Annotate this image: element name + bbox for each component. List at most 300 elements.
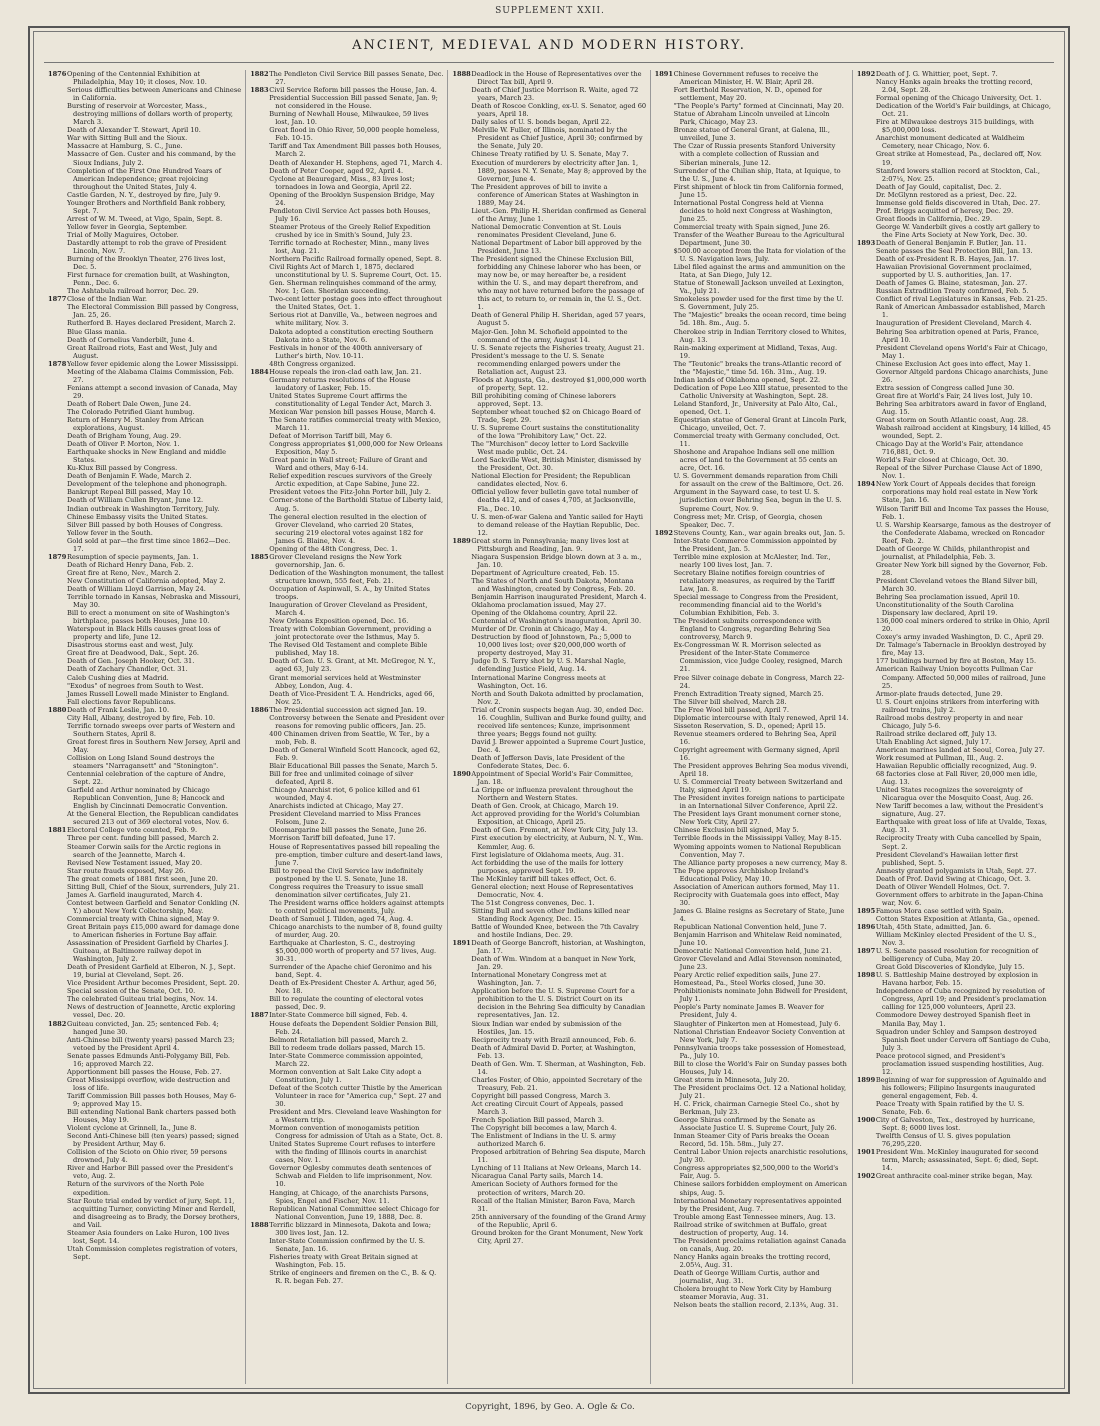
entry-text: Blair Educational Bill passes the Senate, March 5. bbox=[269, 762, 438, 771]
history-entry bbox=[48, 577, 242, 585]
entry-text: Fisheries treaty with Great Britain signed at Washington, Feb. 15. bbox=[269, 1252, 418, 1269]
history-entry bbox=[250, 1084, 444, 1108]
history-entry bbox=[655, 762, 849, 778]
entry-year bbox=[452, 102, 471, 118]
history-entry bbox=[250, 110, 444, 126]
entry-year: 1877 bbox=[48, 295, 67, 304]
entry-text: Death of Prof. David Swing at Chicago, Oct. 3. bbox=[875, 874, 1031, 883]
entry-year bbox=[250, 867, 269, 883]
history-entry bbox=[48, 569, 242, 577]
entry-text: Cherokee strip in Indian Territory closed to Whites, Aug. 13. bbox=[673, 327, 847, 344]
entry-year bbox=[48, 609, 67, 625]
entry-text: The Czar of Russia presents Stanford University with a complete collection of Russian and Siberian minerals, June 12. bbox=[673, 142, 836, 167]
history-entry bbox=[250, 786, 444, 802]
history-entry bbox=[655, 223, 849, 231]
entry-year bbox=[250, 1052, 269, 1068]
entry-year bbox=[655, 1148, 674, 1164]
entry-year bbox=[655, 843, 674, 859]
entry-year bbox=[857, 279, 876, 287]
entry-text: Utah, 45th State, admitted, Jan. 6. bbox=[875, 922, 992, 931]
entry-year bbox=[857, 593, 876, 601]
history-entry bbox=[857, 690, 1051, 698]
entry-text: Famous Mora case settled with Spain. bbox=[875, 906, 1004, 915]
history-entry bbox=[48, 995, 242, 1003]
entry-year bbox=[452, 810, 471, 826]
history-entry bbox=[452, 1132, 646, 1148]
entry-year bbox=[655, 1076, 674, 1084]
entry-year bbox=[250, 939, 269, 963]
history-entry bbox=[48, 706, 242, 714]
entry-year bbox=[452, 987, 471, 1019]
entry-text: Dakota adopted a constitution erecting Southern Dakota into a State, Nov. 6. bbox=[269, 327, 434, 344]
supplement-label: SUPPLEMENT XXII. bbox=[495, 6, 605, 16]
entry-year bbox=[452, 601, 471, 609]
entry-text: Northern Pacific Railroad formally opened, Sept. 8. bbox=[269, 255, 442, 264]
history-entry bbox=[655, 569, 849, 593]
history-entry bbox=[250, 706, 444, 714]
entry-year bbox=[655, 537, 674, 553]
history-entry bbox=[655, 1164, 849, 1180]
history-entry bbox=[857, 907, 1051, 915]
history-entry bbox=[48, 1164, 242, 1180]
entry-year bbox=[655, 979, 674, 987]
entry-text: Shoshone and Arapahoe Indians sell one million acres of land to the Government at 55 cents an acre, Oct. 16. bbox=[673, 448, 838, 473]
history-entry bbox=[452, 1020, 646, 1036]
entry-text: Chinese Government refuses to receive the American Minister, H. W. Blair, April 28. bbox=[673, 70, 819, 87]
history-entry bbox=[655, 826, 849, 834]
entry-year bbox=[655, 1221, 674, 1237]
entry-text: American Society of Authors formed for the protection of writers, March 20. bbox=[471, 1180, 618, 1197]
entry-text: New Tariff becomes a law, without the President's signature, Aug. 27. bbox=[875, 802, 1044, 819]
entry-text: Statue of Stonewall Jackson unveiled at Lexington, Va., July 21. bbox=[673, 279, 845, 296]
entry-text: Chicago anarchists to the number of 8, found guilty of murder, Aug. 20. bbox=[269, 922, 443, 940]
entry-text: Completion of the First One Hundred Years of American Independence; great rejoicing throughout the United States, July 4. bbox=[67, 166, 222, 191]
history-entry bbox=[857, 368, 1051, 384]
entry-year bbox=[452, 875, 471, 883]
entry-year bbox=[48, 1229, 67, 1245]
entry-year bbox=[857, 545, 876, 561]
entry-text: Independence of Cuba recognized by resolution of Congress, April 19; and President's proclamation calling for 125,000 volunteers, April 23. bbox=[875, 987, 1047, 1012]
history-entry bbox=[655, 384, 849, 400]
history-entry bbox=[655, 593, 849, 617]
history-entry bbox=[48, 698, 242, 706]
entry-year bbox=[857, 134, 876, 150]
entry-year bbox=[250, 159, 269, 167]
entry-year bbox=[857, 191, 876, 199]
entry-text: H. C. Frick, chairman Carnegie Steel Co., shot by Berkman, July 23. bbox=[673, 1100, 840, 1117]
history-entry bbox=[48, 191, 242, 199]
history-entry bbox=[452, 328, 646, 344]
entry-text: Trial of Cronin suspects began Aug. 30, ended Dec. 16. Coughlin, Sullivan and Burke found guilty, and received life sentences; Kunze, imprisonment three years; Beggs found not guilty. bbox=[471, 705, 647, 738]
entry-year bbox=[48, 440, 67, 448]
entry-text: Anarchist monument dedicated at Waldheim Cemetery, near Chicago, Nov. 6. bbox=[875, 134, 1025, 151]
entry-year bbox=[857, 1011, 876, 1027]
entry-text: Amnesty granted polygamists in Utah, Sept. 27. bbox=[875, 866, 1037, 875]
entry-year bbox=[452, 456, 471, 472]
history-entry bbox=[452, 118, 646, 126]
entry-text: Opening of the Centennial Exhibition at Philadelphia, May 10; it closes, Nov. 10. bbox=[67, 70, 207, 87]
entry-text: Russian Extradition Treaty confirmed, Feb. 5. bbox=[875, 287, 1029, 296]
entry-text: Mormon convention at Salt Lake City adopt a Constitution, July 1. bbox=[269, 1067, 422, 1084]
entry-text: House defeats the Dependent Soldier Pension Bill, Feb. 24. bbox=[269, 1019, 439, 1036]
entry-year bbox=[857, 633, 876, 641]
entry-text: Act creating Circuit Court of Appeals, passed March 3. bbox=[471, 1100, 624, 1117]
entry-year bbox=[48, 786, 67, 810]
history-entry bbox=[857, 770, 1051, 786]
entry-text: International Postal Congress held at Vienna decides to hold next Congress at Washington, June 25. bbox=[673, 198, 833, 223]
entry-year: 1894 bbox=[856, 480, 876, 489]
entry-text: Vice President Arthur becomes President, Sept. 20. bbox=[67, 979, 240, 988]
entry-text: 177 buildings burned by fire at Boston, May 15. bbox=[875, 657, 1037, 666]
history-entry bbox=[857, 102, 1051, 118]
entry-text: Earthquake at Charleston, S. C., destroying $5,000,000 worth of property and 57 lives, Aug. 30-31. bbox=[269, 939, 437, 964]
entry-year: 1883 bbox=[250, 86, 269, 95]
entry-year bbox=[452, 625, 471, 633]
history-entry bbox=[655, 891, 849, 907]
history-entry bbox=[857, 593, 1051, 601]
history-entry bbox=[250, 70, 444, 86]
entry-text: Inter-State Commission confirmed by the U. S. Senate, Jan. 16. bbox=[269, 1236, 425, 1253]
entry-year bbox=[452, 440, 471, 456]
entry-year bbox=[857, 424, 876, 440]
history-entry bbox=[452, 1197, 646, 1213]
history-entry bbox=[48, 738, 242, 754]
entry-year bbox=[452, 1180, 471, 1196]
entry-year: 1896 bbox=[856, 922, 876, 931]
entry-year bbox=[48, 987, 67, 995]
entry-text: President Cleveland's Hawaiian letter first published, Sept. 5. bbox=[875, 850, 1019, 867]
history-entry bbox=[48, 665, 242, 673]
history-entry bbox=[857, 167, 1051, 183]
entry-year bbox=[48, 738, 67, 754]
entry-text: Nelson beats the stallion record, 2.13¾, Aug. 31. bbox=[673, 1301, 839, 1310]
history-entry bbox=[655, 376, 849, 384]
history-entry bbox=[48, 336, 242, 344]
history-entry bbox=[250, 175, 444, 191]
history-entry bbox=[250, 86, 444, 94]
history-entry bbox=[452, 899, 646, 907]
history-entry bbox=[655, 231, 849, 247]
history-entry bbox=[655, 859, 849, 867]
entry-year: 1892 bbox=[856, 70, 876, 78]
entry-text: Dedication of the World's Fair buildings, at Chicago, Oct. 21. bbox=[875, 102, 1051, 119]
entry-text: Great Mississippi overflow, wide destruction and loss of life. bbox=[67, 1075, 231, 1092]
entry-year bbox=[655, 400, 674, 416]
entry-text: President Cleveland opens World's Fair at Chicago, May 1. bbox=[875, 343, 1048, 360]
entry-text: Secretary Blaine notifies foreign countries of retaliatory measures, as required by the Tariff Law, Jan. 8. bbox=[673, 568, 835, 593]
entry-year bbox=[655, 110, 674, 126]
entry-text: Congress appropriates $1,000,000 for New Orleans Exposition, May 5. bbox=[269, 440, 443, 457]
history-entry bbox=[250, 191, 444, 207]
entry-text: Act approved providing for the World's Columbian Exposition, at Chicago, April 25. bbox=[471, 810, 640, 827]
entry-year bbox=[857, 883, 876, 891]
history-entry bbox=[250, 601, 444, 617]
history-entry bbox=[48, 416, 242, 432]
entry-year bbox=[857, 665, 876, 689]
entry-text: Surrender of the Apache chief Geronimo and his band, Sept. 4. bbox=[269, 963, 432, 980]
entry-year bbox=[452, 1092, 471, 1100]
entry-text: Lieut.-Gen. Philip H. Sheridan confirmed as General of the Army, June 1. bbox=[471, 206, 647, 223]
entry-text: American Railway Union boycotts Pullman Car Company. Affected 50,000 miles of railroad, June 25. bbox=[875, 665, 1046, 690]
entry-year bbox=[857, 344, 876, 360]
entry-text: Death of Alexander T. Stewart, April 10. bbox=[67, 126, 201, 135]
entry-text: French Spoliation Bill passed, March 3. bbox=[471, 1116, 604, 1125]
entry-year bbox=[655, 1285, 674, 1301]
history-entry bbox=[655, 537, 849, 553]
entry-year: 1901 bbox=[856, 1148, 876, 1157]
history-entry bbox=[48, 609, 242, 625]
entry-text: National Christian Endeavor Society Convention at New York, July 7. bbox=[673, 1027, 845, 1044]
history-entry bbox=[655, 102, 849, 110]
entry-text: U. S. Senate passed resolution for recognition of belligerency of Cuba, May 20. bbox=[875, 947, 1039, 964]
history-entry bbox=[48, 521, 242, 529]
entry-text: Coxey's army invaded Washington, D. C., April 29. bbox=[875, 633, 1044, 642]
entry-text: Bill to close the World's Fair on Sunday passes both Houses, July 14. bbox=[673, 1059, 847, 1076]
entry-text: Death of Gen. U. S. Grant, at Mt. McGregor, N. Y., aged 63, July 23. bbox=[269, 657, 436, 674]
entry-year bbox=[250, 963, 269, 979]
history-entry bbox=[250, 545, 444, 553]
entry-text: Death of General Philip H. Sheridan, aged 57 years, August 5. bbox=[471, 311, 646, 328]
history-entry bbox=[48, 448, 242, 464]
entry-year bbox=[655, 730, 674, 746]
history-entry bbox=[857, 834, 1051, 850]
entry-year bbox=[857, 167, 876, 183]
entry-year: 1892 bbox=[654, 528, 673, 537]
history-entry bbox=[857, 360, 1051, 368]
history-entry bbox=[655, 746, 849, 762]
entry-text: Commodore Dewey destroyed Spanish fleet in Manila Bay, May 1. bbox=[875, 1011, 1031, 1028]
history-entry bbox=[250, 657, 444, 673]
entry-text: Inter-State Commerce bill signed, Feb. 4. bbox=[269, 1011, 408, 1020]
entry-text: James G. Blaine resigns as Secretary of State, June 4. bbox=[673, 906, 845, 923]
history-entry bbox=[452, 657, 646, 673]
entry-text: Centennial celebration of the capture of Andre, Sept. 22. bbox=[67, 770, 226, 787]
entry-text: Destruction by flood of Johnstown, Pa.; 5,000 to 10,000 lives lost; over $20,000,000 worth of property destroyed, May 31. bbox=[471, 633, 632, 658]
entry-text: Death of Gen. Fremont, at New York City, July 13. bbox=[471, 826, 638, 835]
entry-text: French Extradition Treaty signed, March 25. bbox=[673, 689, 824, 698]
entry-text: Formal opening of the Chicago University, Oct. 1. bbox=[875, 94, 1042, 103]
history-entry bbox=[857, 561, 1051, 577]
history-entry bbox=[452, 609, 646, 617]
entry-text: Squadron under Schley and Sampson destroyed Spanish fleet under Cervera off Santiago de Cuba, July 3. bbox=[875, 1027, 1051, 1052]
entry-text: Sitting Bull, Chief of the Sioux, surrenders, July 21. bbox=[67, 882, 240, 891]
entry-year bbox=[452, 955, 471, 971]
history-entry bbox=[655, 947, 849, 955]
entry-year bbox=[452, 150, 471, 158]
history-entry bbox=[452, 738, 646, 754]
history-entry bbox=[857, 400, 1051, 416]
entry-text: Niagara Suspension Bridge blown down at 3 a. m., Jan. 10. bbox=[471, 552, 642, 569]
entry-text: Ground broken for the Grant Monument, New York City, April 27. bbox=[471, 1228, 643, 1245]
history-entry bbox=[655, 1180, 849, 1196]
entry-text: Death of Cornelius Vanderbilt, June 4. bbox=[67, 335, 195, 344]
history-entry bbox=[452, 601, 646, 609]
entry-year bbox=[48, 215, 67, 223]
entry-year bbox=[48, 344, 67, 360]
entry-year bbox=[250, 617, 269, 625]
entry-year bbox=[48, 770, 67, 786]
history-entry bbox=[48, 891, 242, 899]
entry-text: Chinese Treaty ratified by U. S. Senate, May 7. bbox=[471, 150, 629, 159]
entry-year bbox=[452, 1148, 471, 1164]
entry-year bbox=[250, 1036, 269, 1044]
entry-text: Second Anti-Chinese bill (ten years) passed; signed by President Arthur, May 6. bbox=[67, 1132, 239, 1149]
entry-year bbox=[250, 746, 269, 762]
history-entry bbox=[250, 867, 444, 883]
entry-year bbox=[48, 843, 67, 859]
history-entry bbox=[48, 625, 242, 641]
history-entry bbox=[452, 456, 646, 472]
entry-text: Great flood in Ohio River, 50,000 people homeless, Feb. 10-15. bbox=[269, 126, 440, 143]
history-entry bbox=[655, 1020, 849, 1028]
entry-year bbox=[250, 126, 269, 142]
entry-text: Death of ex-President R. B. Hayes, Jan. 17. bbox=[875, 255, 1019, 264]
entry-text: Act forbidding the use of the mails for lottery purposes, approved Sept. 19. bbox=[471, 858, 624, 875]
entry-text: Fall elections favor Republicans. bbox=[67, 697, 176, 706]
entry-year bbox=[452, 376, 471, 392]
history-entry bbox=[48, 1076, 242, 1092]
entry-text: First execution by electricity, at Auburn, N. Y., Wm. Kemmler, Aug. 6. bbox=[471, 834, 644, 851]
history-entry bbox=[48, 690, 242, 698]
history-entry bbox=[48, 287, 242, 295]
entry-year bbox=[857, 303, 876, 319]
entry-text: The Enlistment of Indians in the U. S. army authorized March 6. bbox=[471, 1132, 616, 1149]
entry-text: New Orleans Exposition opened, Dec. 16. bbox=[269, 617, 409, 626]
history-entry bbox=[48, 529, 242, 537]
entry-year bbox=[452, 488, 471, 512]
entry-text: Floods at Augusta, Ga., destroyed $1,000,000 worth of property, Sept. 12. bbox=[471, 375, 647, 392]
entry-text: Death of Gen. Crook, at Chicago, March 19. bbox=[471, 802, 619, 811]
page-frame bbox=[28, 26, 1070, 1394]
entry-text: Yellow fever epidemic along the Lower Mississippi. bbox=[67, 359, 239, 368]
entry-year bbox=[250, 1205, 269, 1221]
entry-year bbox=[452, 126, 471, 150]
entry-year bbox=[452, 923, 471, 939]
history-entry bbox=[857, 1100, 1051, 1116]
entry-year bbox=[250, 392, 269, 408]
entry-text: The President proclaims Oct. 12 a National holiday, July 21. bbox=[673, 1083, 847, 1100]
entry-year bbox=[857, 78, 876, 94]
entry-year bbox=[452, 899, 471, 907]
entry-year bbox=[250, 255, 269, 263]
entry-year bbox=[452, 311, 471, 327]
entry-text: Violent cyclone at Grinnell, Ia., June 8. bbox=[67, 1124, 197, 1133]
entry-year bbox=[655, 810, 674, 826]
entry-year bbox=[452, 159, 471, 183]
history-entry bbox=[48, 319, 242, 327]
history-entry bbox=[857, 545, 1051, 561]
history-entry bbox=[655, 199, 849, 223]
entry-year bbox=[452, 738, 471, 754]
entry-text: Lord Sackville West, British Minister, dismissed by the President, Oct. 30. bbox=[471, 456, 642, 473]
entry-text: Chicago Anarchist riot, 6 police killed and 61 wounded, May 4. bbox=[269, 786, 421, 803]
history-entry bbox=[857, 424, 1051, 440]
entry-year bbox=[655, 834, 674, 842]
entry-year bbox=[48, 1108, 67, 1124]
entry-text: Collision on Long Island Sound destroys the steamers "Narragansett" and "Stonington". bbox=[67, 753, 219, 771]
history-entry bbox=[655, 730, 849, 746]
entry-text: Death of J. G. Whittier, poet, Sept. 7. bbox=[875, 70, 998, 78]
entry-text: Hawaiian Republic officially recognized, Aug. 9. bbox=[875, 762, 1037, 771]
entry-year bbox=[857, 295, 876, 303]
history-entry bbox=[452, 971, 646, 987]
entry-year bbox=[452, 859, 471, 875]
entry-text: Serious riot at Danville, Va., between negroes and white military, Nov. 3. bbox=[269, 311, 438, 328]
entry-text: Strike of engineers and firemen on the C., B. & Q. R. R. began Feb. 27. bbox=[269, 1268, 437, 1286]
history-entry bbox=[655, 778, 849, 794]
history-entry bbox=[655, 328, 849, 344]
entry-year bbox=[48, 480, 67, 488]
entry-year bbox=[857, 867, 876, 875]
entry-text: Burning of Newhall House, Milwaukee, 59 lives lost, Jan. 10. bbox=[269, 110, 429, 127]
entry-year bbox=[48, 875, 67, 883]
entry-year bbox=[250, 545, 269, 553]
entry-text: Chicago Day at the World's Fair, attendance 716,881, Oct. 9. bbox=[875, 440, 1023, 457]
entry-text: Development of the telephone and phonograph. bbox=[67, 480, 227, 489]
entry-text: Terrific tornado sweeps over parts of Western and Southern States, April 8. bbox=[67, 721, 235, 738]
entry-year bbox=[250, 810, 269, 826]
entry-text: Senate passes Edmunds Anti-Polygamy Bill, Feb. 16; approved March 22. bbox=[67, 1051, 231, 1068]
entry-year bbox=[655, 569, 674, 593]
history-entry bbox=[655, 843, 849, 859]
entry-year bbox=[48, 134, 67, 142]
entry-year bbox=[48, 1092, 67, 1108]
entry-year bbox=[48, 126, 67, 134]
entry-year: 1882 bbox=[48, 1019, 67, 1028]
history-entry bbox=[857, 279, 1051, 287]
entry-text: Death of President Garfield at Elberon, N. J., Sept. 19, burial at Cleveland, Sept. 26. bbox=[67, 963, 236, 980]
entry-text: International Monetary representatives appointed by the President, Aug. 7. bbox=[673, 1196, 842, 1213]
entry-text: Earthquake with great loss of life at Uvalde, Texas, Aug. 31. bbox=[875, 818, 1048, 835]
entry-year bbox=[857, 931, 876, 947]
entry-text: The great comets of 1881 first seen, June 20. bbox=[67, 874, 218, 883]
entry-text: Bill to redeem trade dollars passed, March 15. bbox=[269, 1043, 426, 1052]
history-entry bbox=[452, 810, 646, 826]
history-entry bbox=[452, 150, 646, 158]
entry-year bbox=[857, 255, 876, 263]
entry-year bbox=[250, 239, 269, 255]
entry-text: Collision of the Scioto on Ohio river, 59 persons drowned, July 4. bbox=[67, 1148, 227, 1165]
history-entry bbox=[48, 1124, 242, 1132]
entry-year bbox=[452, 1116, 471, 1124]
history-entry bbox=[48, 1229, 242, 1245]
history-entry bbox=[857, 255, 1051, 263]
entry-year bbox=[48, 86, 67, 102]
history-entry bbox=[250, 995, 444, 1011]
history-entry bbox=[452, 1060, 646, 1076]
entry-year bbox=[452, 553, 471, 569]
entry-year bbox=[250, 94, 269, 110]
history-entry bbox=[655, 247, 849, 263]
entry-text: Inauguration of President Cleveland, March 4. bbox=[875, 319, 1032, 328]
history-entry bbox=[655, 794, 849, 810]
history-entry bbox=[250, 360, 444, 368]
entry-year bbox=[250, 1164, 269, 1188]
history-entry bbox=[452, 826, 646, 834]
history-entry bbox=[655, 1060, 849, 1076]
entry-year bbox=[452, 1124, 471, 1132]
history-entry bbox=[452, 633, 646, 657]
history-entry bbox=[655, 263, 849, 279]
entry-text: Daily sales of U. S. bonds began, April 22. bbox=[471, 118, 612, 127]
entry-year bbox=[250, 440, 269, 456]
history-entry bbox=[857, 505, 1051, 521]
history-entry bbox=[250, 1068, 444, 1084]
entry-year bbox=[655, 674, 674, 690]
history-entry bbox=[48, 480, 242, 488]
entry-text: Stanford lowers stallion record at Stockton, Cal., 2:07¼, Nov. 25. bbox=[875, 166, 1040, 183]
history-entry bbox=[48, 1052, 242, 1068]
